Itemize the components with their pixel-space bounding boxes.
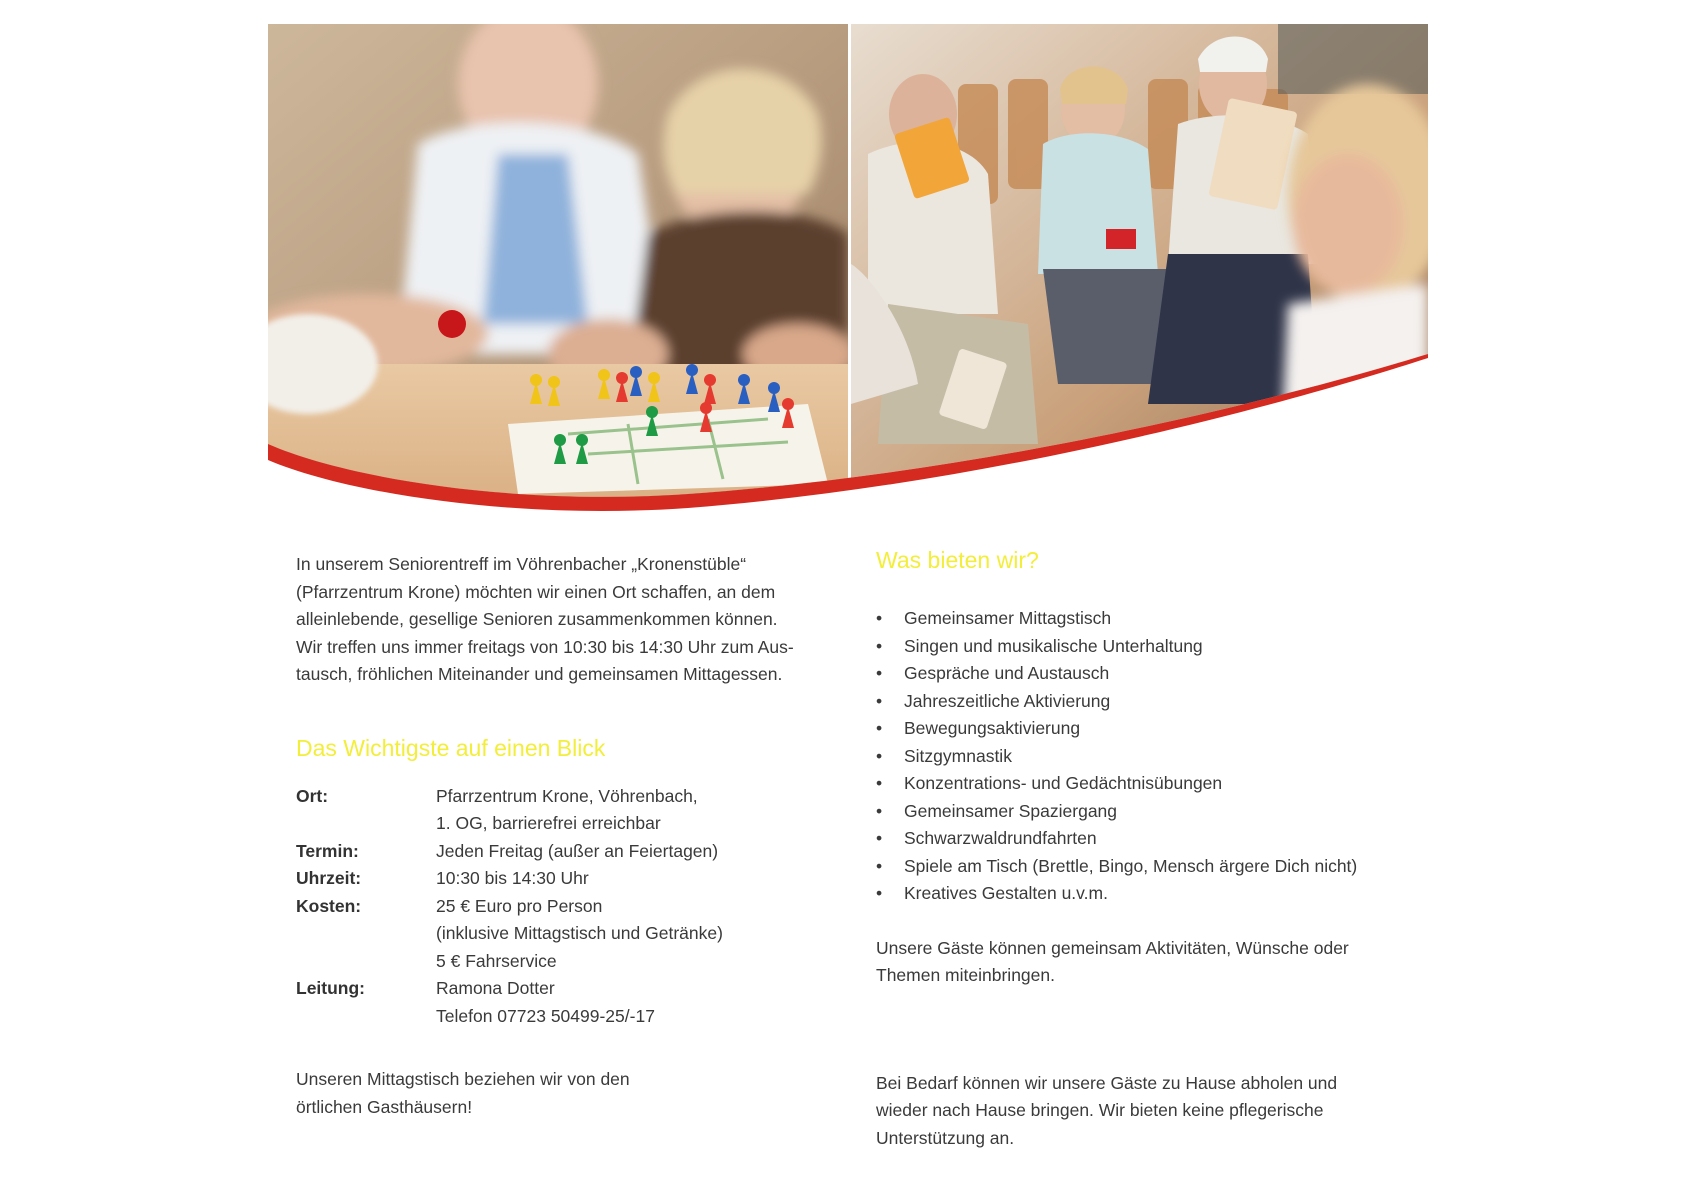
list-item: • Schwarzwaldrundfahrten bbox=[876, 825, 1416, 853]
info-row bbox=[296, 893, 723, 921]
info-label bbox=[296, 810, 436, 838]
info-row bbox=[296, 865, 723, 893]
info-value: 5 € Fahrservice bbox=[436, 950, 557, 971]
bullet-icon: • bbox=[876, 608, 883, 628]
info-label: Termin: bbox=[296, 840, 359, 861]
left-column bbox=[296, 551, 836, 1121]
bullet-icon: • bbox=[876, 635, 883, 656]
info-value: (inklusive Mittagstisch und Getränke) bbox=[436, 923, 723, 943]
info-value: 10:30 bis 14:30 Uhr bbox=[436, 868, 589, 888]
overview-table bbox=[296, 783, 723, 1031]
info-row bbox=[296, 948, 723, 976]
list-item: • Singen und musikalische Unterhaltung bbox=[876, 633, 1416, 661]
info-value: Pfarrzentrum Krone, Vöhrenbach, bbox=[436, 785, 698, 806]
info-value: Ramona Dotter bbox=[436, 978, 555, 998]
seniors-circle-activity-photo bbox=[851, 24, 1428, 514]
list-item: • Jahreszeitliche Aktivierung bbox=[876, 688, 1416, 716]
bullet-icon: • bbox=[876, 718, 883, 738]
lunch-note: Unseren Mittagstisch beziehen wir von den örtlichen Gasthäusern! bbox=[296, 1069, 630, 1117]
bullet-icon: • bbox=[876, 883, 883, 903]
info-label: Uhrzeit: bbox=[296, 868, 362, 888]
offer-heading: Was bieten wir? bbox=[876, 547, 1039, 573]
info-label bbox=[296, 920, 436, 948]
list-item: • Bewegungsaktivierung bbox=[876, 715, 1416, 743]
bullet-icon: • bbox=[876, 690, 883, 711]
info-row bbox=[296, 1003, 723, 1031]
info-label: Leitung: bbox=[296, 978, 366, 998]
list-item: • Gemeinsamer Spaziergang bbox=[876, 798, 1416, 826]
list-item: • Sitzgymnastik bbox=[876, 743, 1416, 771]
list-item: • Gespräche und Austausch bbox=[876, 660, 1416, 688]
info-value: Jeden Freitag (außer an Feiertagen) bbox=[436, 840, 719, 861]
list-item: • Konzentrations- und Gedächtnisübungen bbox=[876, 770, 1416, 798]
info-row bbox=[296, 975, 723, 1003]
info-row bbox=[296, 838, 723, 866]
bullet-icon: • bbox=[876, 800, 883, 821]
pickup-note: Bei Bedarf können wir unsere Gäste zu Hause abholen und wieder nach Hause bringen. Wir bieten keine pflegerische Unterstützung an. bbox=[876, 1072, 1338, 1148]
bullet-icon: • bbox=[876, 745, 883, 766]
bullet-icon: • bbox=[876, 663, 883, 683]
info-value: 1. OG, barrierefrei erreichbar bbox=[436, 813, 661, 833]
right-column bbox=[876, 545, 1416, 1152]
bullet-icon: • bbox=[876, 773, 883, 793]
list-item: • Spiele am Tisch (Brettle, Bingo, Mensch ärgere Dich nicht) bbox=[876, 853, 1416, 881]
intro-text: In unserem Seniorentreff im Vöhrenbacher „Kronenstüble“ (Pfarrzentrum Krone) möchten wir einen Ort schaffen, an dem alleinlebende, gesellige Senioren zusammenkommen können. Wir treffen uns immer freitags von 10:30 bis 14:30 Uhr zum Aus- tausch, fröhlichen Miteinander und gemeinsamen Mittagessen. bbox=[296, 554, 794, 684]
info-label: Ort: bbox=[296, 785, 329, 806]
guests-note: Unsere Gäste können gemeinsam Aktivitäten, Wünsche oder Themen miteinbringen. bbox=[876, 937, 1349, 985]
bullet-icon: • bbox=[876, 855, 883, 876]
info-row bbox=[296, 920, 723, 948]
hero-photos bbox=[268, 24, 1428, 514]
info-label: Kosten: bbox=[296, 895, 362, 916]
info-value: Telefon 07723 50499-25/-17 bbox=[436, 1005, 655, 1026]
info-row bbox=[296, 783, 723, 811]
list-item: • Kreatives Gestalten u.v.m. bbox=[876, 880, 1416, 908]
info-label bbox=[296, 1003, 436, 1031]
list-item: • Gemeinsamer Mittagstisch bbox=[876, 605, 1416, 633]
offer-list bbox=[876, 605, 1416, 908]
info-row bbox=[296, 810, 723, 838]
hero-banner bbox=[268, 24, 1428, 514]
bullet-icon: • bbox=[876, 828, 883, 848]
overview-heading: Das Wichtigste auf einen Blick bbox=[296, 734, 606, 761]
seniors-board-game-photo bbox=[268, 24, 853, 514]
info-value: 25 € Euro pro Person bbox=[436, 895, 603, 916]
info-label bbox=[296, 948, 436, 976]
